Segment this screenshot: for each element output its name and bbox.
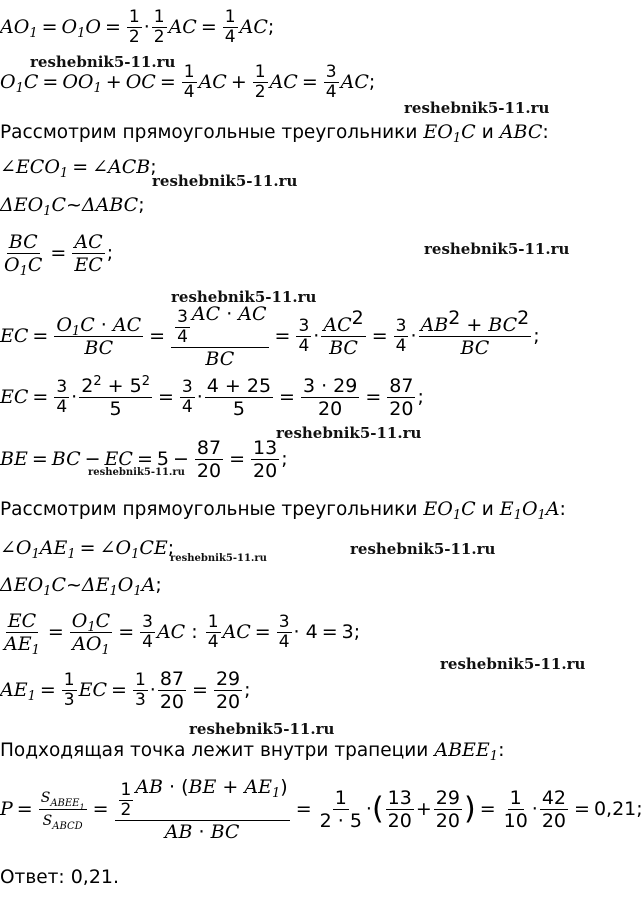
- similarity-2: $\Delta EO_1C\sim\Delta E_1O_1A$;: [0, 574, 162, 599]
- watermark: reshebnik5-11.ru: [189, 720, 335, 738]
- ratio-2: $\frac{EC}{AE_1}$ = $\frac{O_1C}{AO_1}$ = $\frac{3}{4}$ AC : $\frac{1}{4}$ AC = $\frac{3}{4}$ · 4 = 3;: [4, 610, 361, 658]
- ratio-1: $\frac{BC}{O_1C}$ = $\frac{AC}{EC}$ ;: [4, 231, 114, 279]
- equation-ec-numeric: EC = $\frac{3}{4}$ · $\frac{2^2 + 5^2}{5}$ = $\frac{3}{4}$ · $\frac{4 + 25}{5}$ = $\frac{3 \cdot 29}{20}$ = $\frac{87}{20}$ ;: [0, 374, 424, 420]
- answer-value: 0,21.: [70, 866, 120, 888]
- equation-ae1: $AE_1$ = $\frac{1}{3}$ EC = $\frac{1}{3}$ · $\frac{87}{20}$ = $\frac{29}{20}$ ;: [0, 668, 251, 713]
- equation-ao1: $AO_1 = O_1O$ = $\frac{1}{2}$ · $\frac{1}{2}$ AC = $\frac{1}{4}$ AC;: [0, 7, 275, 47]
- equation-ec: EC = $\frac{O_1C \cdot AC}{BC}$ = $\frac{3}{4}$ AC · AC BC = $\frac{3}{4}$ · $\frac{AC^2}{BC}$ = $\frac{3}{4}$ · $\frac{AB^2 + BC^2}{BC}$ ;: [0, 303, 540, 370]
- watermark: reshebnik5-11.ru: [276, 424, 422, 442]
- probability-equation: P = $\frac{S_{ABEE_1}}{S_{ABCD}}$ = $\frac{1}{2}$ AB · $(BE + AE_1)$ AB · BC = $\frac{1}{2 \cdot 5}$ ·( $\frac{13}{20}$ + $\frac{29}{20}$ ) = $\frac{1}{10}$ · $\frac{42}{20}$ = 0,21;: [0, 776, 643, 843]
- equation-be: BE = BC − EC = 5 − $\frac{87}{20}$ = $\frac{13}{20}$ ;: [0, 437, 288, 482]
- suitable-point-text: Подходящая точка лежит внутри трапеции $ABEE_1$:: [0, 739, 505, 764]
- watermark: reshebnik5-11.ru: [424, 240, 570, 258]
- equation-o1c: $O_1C = OO_1$ + OC = $\frac{1}{4}$ AC + $\frac{1}{2}$ AC = $\frac{3}{4}$ AC;: [0, 62, 376, 102]
- watermark: reshebnik5-11.ru: [171, 288, 317, 306]
- answer: [0, 865, 119, 890]
- consider-triangles-2: Рассмотрим прямоугольные треугольники $EO_1C$ и $E_1O_1A$:: [0, 498, 566, 523]
- watermark: reshebnik5-11.ru: [170, 553, 267, 564]
- similarity-1: $\Delta EO_1C\sim\Delta ABC$;: [0, 194, 145, 219]
- angle-equality-2: $\angle O_1AE_1$ = $\angle O_1CE$;: [0, 537, 175, 562]
- consider-triangles-1: Рассмотрим прямоугольные треугольники $EO_1C$ и ABC:: [0, 121, 549, 146]
- watermark: reshebnik5-11.ru: [30, 53, 176, 71]
- watermark: reshebnik5-11.ru: [404, 99, 550, 117]
- watermark: reshebnik5-11.ru: [88, 467, 185, 478]
- angle-equality-1: $\angle ECO_1$ = ∠ACB;: [0, 156, 157, 181]
- answer-label: Ответ:: [0, 867, 65, 888]
- watermark: reshebnik5-11.ru: [152, 172, 298, 190]
- watermark: reshebnik5-11.ru: [350, 540, 496, 558]
- watermark: reshebnik5-11.ru: [440, 655, 586, 673]
